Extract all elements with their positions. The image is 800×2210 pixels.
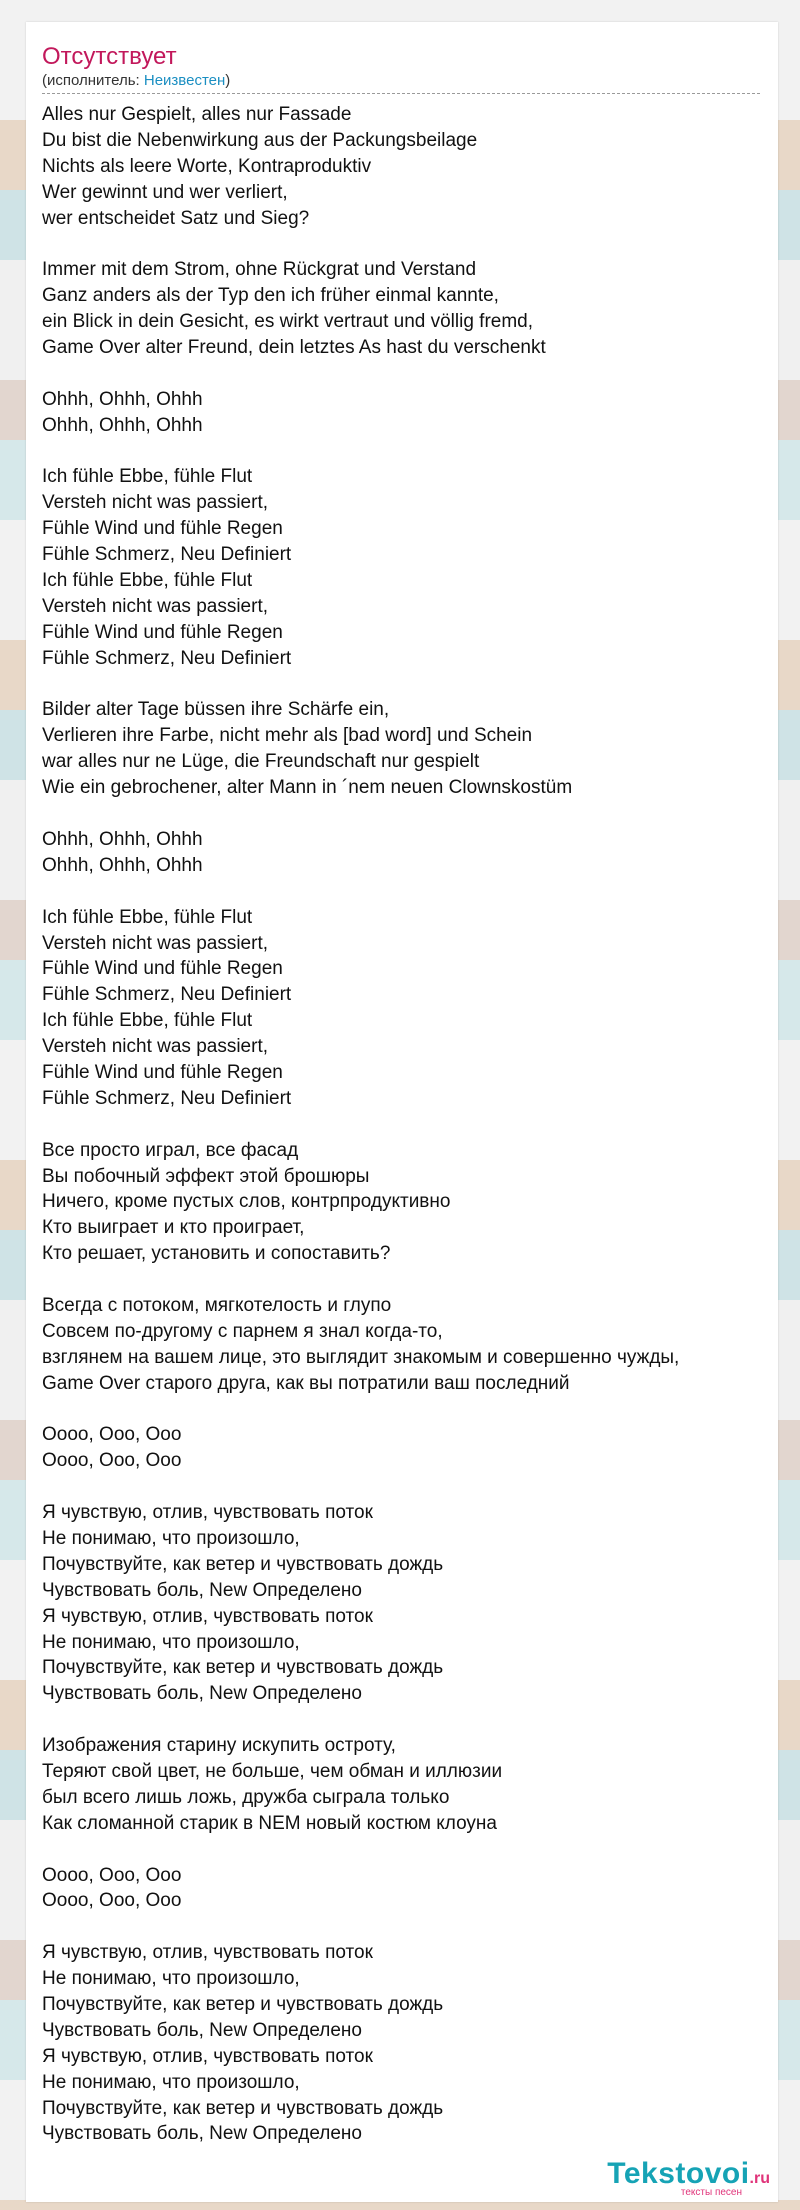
lyric-line: Ohhh, Ohhh, Ohhh — [42, 414, 203, 436]
lyric-line: Почувствуйте, как ветер и чувствовать дождь — [42, 1657, 444, 1679]
lyric-line: Wer gewinnt und wer verliert, — [42, 181, 288, 203]
lyric-line: Все просто играл, все фасад — [42, 1139, 299, 1161]
lyric-blank-line — [42, 1397, 772, 1423]
lyric-line: Не понимаю, что произошло, — [42, 1527, 300, 1549]
lyric-line: ein Blick in dein Gesicht, es wirkt vertraut und völlig fremd, — [42, 311, 534, 333]
lyric-blank-line — [42, 1837, 772, 1863]
lyric-blank-line — [42, 1267, 772, 1293]
lyric-line: Game Over старого друга, как вы потратили ваш последний — [42, 1372, 570, 1394]
lyric-line: Ohhh, Ohhh, Ohhh — [42, 854, 203, 876]
song-title: Отсутствует — [42, 43, 177, 70]
lyric-blank-line — [42, 1914, 772, 1940]
lyric-line: Оооо, Ооо, Ооо — [42, 1450, 182, 1472]
lyric-line: Всегда с потоком, мягкотелость и глупо — [42, 1294, 392, 1316]
lyric-line: Ничего, кроме пустых слов, контрпродуктивно — [42, 1191, 451, 1213]
lyric-line: Wie ein gebrochener, alter Mann in ´nem neuen Clownskostüm — [42, 777, 573, 799]
lyric-line: Совсем по-другому с парнем я знал когда-то, — [42, 1320, 443, 1342]
logo-tld: .ru — [749, 2170, 770, 2187]
lyric-blank-line — [42, 361, 772, 387]
lyric-line: Nichts als leere Worte, Kontraproduktiv — [42, 155, 372, 177]
lyric-line: Кто решает, установить и сопоставить? — [42, 1243, 391, 1265]
lyric-line: Почувствуйте, как ветер и чувствовать дождь — [42, 1994, 444, 2016]
lyric-line: Fühle Schmerz, Neu Definiert — [42, 647, 292, 669]
artist-link[interactable]: Неизвестен — [143, 72, 226, 89]
lyric-line: Game Over alter Freund, dein letztes As hast du verschenkt — [42, 337, 546, 359]
lyric-line: Изображения старину искупить остроту, — [42, 1735, 396, 1757]
lyric-line: Я чувствую, отлив, чувствовать поток — [42, 2045, 373, 2067]
lyric-line: Не понимаю, что произошло, — [42, 1631, 300, 1653]
lyric-line: Versteh nicht was passiert, — [42, 1036, 268, 1058]
lyric-line: Verlieren ihre Farbe, nicht mehr als [bad word] und Schein — [42, 725, 533, 747]
lyrics-text — [42, 102, 772, 2147]
lyric-line: Ohhh, Ohhh, Ohhh — [42, 828, 203, 850]
lyric-line: Оооо, Ооо, Ооо — [42, 1890, 182, 1912]
lyric-blank-line — [42, 1707, 772, 1733]
artist-line — [42, 72, 230, 90]
lyric-line: Fühle Wind und fühle Regen — [42, 958, 283, 980]
lyric-line: war alles nur ne Lüge, die Freundschaft nur gespielt — [42, 751, 480, 773]
lyric-line: Как сломанной старик в NEM новый костюм клоуна — [42, 1812, 497, 1834]
lyric-line: Я чувствую, отлив, чувствовать поток — [42, 1605, 373, 1627]
lyric-line: Versteh nicht was passiert, — [42, 595, 268, 617]
lyric-line: Versteh nicht was passiert, — [42, 932, 268, 954]
lyric-line: Чувствовать боль, New Определено — [42, 2123, 362, 2145]
lyric-line: Ohhh, Ohhh, Ohhh — [42, 388, 203, 410]
lyric-line: Versteh nicht was passiert, — [42, 492, 268, 514]
lyric-line: Чувствовать боль, New Определено — [42, 1683, 362, 1705]
logo-tagline: тексты песен — [680, 2187, 742, 2198]
lyric-line: Оооо, Ооо, Ооо — [42, 1864, 182, 1886]
lyric-blank-line — [42, 1474, 772, 1500]
divider — [42, 93, 760, 94]
lyric-line: Du bist die Nebenwirkung aus der Packungsbeilage — [42, 129, 478, 151]
lyric-line: Теряют свой цвет, не больше, чем обман и иллюзии — [42, 1761, 503, 1782]
lyric-line: был всего лишь ложь, дружба сыграла только — [42, 1786, 450, 1808]
lyric-line: Почувствуйте, как ветер и чувствовать дождь — [42, 2097, 444, 2119]
lyric-line: Ich fühle Ebbe, fühle Flut — [42, 570, 253, 592]
lyric-line: Ich fühle Ebbe, fühle Flut — [42, 1010, 253, 1032]
artist-prefix: (исполнитель: — [42, 72, 144, 89]
lyric-line: Fühle Wind und fühle Regen — [42, 621, 283, 643]
lyric-blank-line — [42, 231, 772, 257]
artist-suffix: ) — [225, 72, 231, 89]
lyric-line: Чувствовать боль, New Определено — [42, 1579, 362, 1601]
lyric-line: Ich fühle Ebbe, fühle Flut — [42, 906, 253, 928]
lyric-line: Fühle Schmerz, Neu Definiert — [42, 984, 292, 1006]
lyric-line: Кто выиграет и кто проиграет, — [42, 1217, 305, 1239]
lyric-line: Ganz anders als der Typ den ich früher einmal kannte, — [42, 285, 499, 307]
lyric-line: wer entscheidet Satz und Sieg? — [42, 207, 310, 229]
lyric-line: взглянем на вашем лице, это выглядит знакомым и совершенно чужды, — [42, 1346, 680, 1368]
logo-name: Tekstovoi — [607, 2157, 750, 2190]
lyric-blank-line — [42, 1112, 772, 1138]
lyric-line: Почувствуйте, как ветер и чувствовать дождь — [42, 1553, 444, 1575]
lyric-line: Fühle Wind und fühle Regen — [42, 518, 283, 540]
lyric-blank-line — [42, 801, 772, 827]
lyric-line: Вы побочный эффект этой брошюры — [42, 1165, 370, 1187]
lyric-blank-line — [42, 879, 772, 905]
lyric-line: Я чувствую, отлив, чувствовать поток — [42, 1942, 373, 1964]
lyric-blank-line — [42, 672, 772, 698]
lyric-line: Не понимаю, что произошло, — [42, 2071, 300, 2093]
lyric-line: Immer mit dem Strom, ohne Rückgrat und Verstand — [42, 259, 477, 281]
lyric-blank-line — [42, 439, 772, 465]
lyric-line: Alles nur Gespielt, alles nur Fassade — [42, 104, 352, 125]
lyric-line: Bilder alter Tage büssen ihre Schärfe ein, — [42, 699, 390, 721]
lyric-line: Ich fühle Ebbe, fühle Flut — [42, 466, 253, 488]
lyric-line: Не понимаю, что произошло, — [42, 1968, 300, 1990]
site-logo[interactable] — [607, 2157, 770, 2198]
lyric-line: Fühle Wind und fühle Regen — [42, 1061, 283, 1083]
lyric-line: Оооо, Ооо, Ооо — [42, 1424, 182, 1446]
lyric-line: Чувствовать боль, New Определено — [42, 2019, 362, 2041]
lyric-line: Fühle Schmerz, Neu Definiert — [42, 1087, 292, 1109]
lyric-line: Fühle Schmerz, Neu Definiert — [42, 544, 292, 566]
lyric-line: Я чувствую, отлив, чувствовать поток — [42, 1502, 373, 1524]
